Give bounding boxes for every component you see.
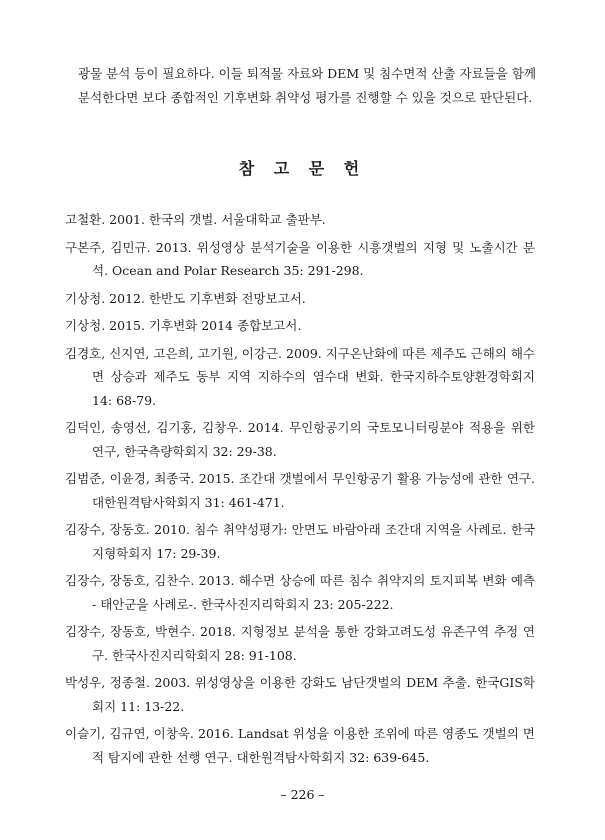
reference-entry: 이슬기, 김규연, 이창욱. 2016. Landsat 위성을 이용한 조위에 따른 영종도 갯벌의 면적 탐지에 관한 선행 연구. 대한원격탐사학회지 32: 639-645. [65,726,535,765]
intro-paragraph [78,62,536,110]
page-number: – 226 – [280,787,325,802]
reference-entry: 고철환. 2001. 한국의 갯벌. 서울대학교 출판부. [65,212,326,227]
reference-entry: 구본주, 김민규. 2013. 위성영상 분석기술을 이용한 시흥갯벌의 지형 및 노출시간 분석. Ocean and Polar Research 35: 291-298. [65,239,535,278]
reference-entry: 김장수, 장동호, 김찬수. 2013. 해수면 상승에 따른 침수 취약지의 토지피복 변화 예측 - 태안군을 사례로-. 한국사진지리학회지 23: 205-222. [65,573,535,612]
reference-entry: 김장수, 장동호, 박현수. 2018. 지형정보 분석을 통한 강화고려도성 유존구역 추정 연구. 한국사진지리학회지 28: 91-108. [65,624,535,663]
reference-entry: 박성우, 정종철. 2003. 위성영상을 이용한 강화도 남단갯벌의 DEM 추출. 한국GIS학회지 11: 13-22. [65,675,535,714]
reference-list [65,208,535,773]
intro-text: 광물 분석 등이 필요하다. 이들 퇴적물 자료와 DEM 및 침수면적 산출 자료들을 함께 분석한다면 보다 종합적인 기후변화 취약성 평가를 진행할 수 있을 것으로 판단된다. [78,66,536,105]
references-heading: 참 고 문 헌 [238,159,367,178]
reference-entry: 김범준, 이윤경, 최종국. 2015. 조간대 갯벌에서 무인항공기 활용 가능성에 관한 연구. 대한원격탐사학회지 31: 461-471. [65,471,535,510]
reference-entry: 김장수, 장동호. 2010. 침수 취약성평가: 안면도 바람아래 조간대 지역을 사례로. 한국지형학회지 17: 29-39. [65,522,535,561]
reference-entry: 김경호, 신지연, 고은희, 고기원, 이강근. 2009. 지구온난화에 따른 제주도 근해의 해수면 상승과 제주도 동부 지역 지하수의 염수대 변화. 한국지하수토양환경학회지 14: 68-79. [65,345,535,408]
reference-entry: 기상청. 2012. 한반도 기후변화 전망보고서. [65,290,306,306]
reference-entry: 기상청. 2015. 기후변화 2014 종합보고서. [65,318,302,333]
reference-entry: 김덕인, 송영선, 김기홍, 김창우. 2014. 무인항공기의 국토모니터링분야 적용을 위한 연구, 한국측량학회지 32: 29-38. [65,420,535,459]
